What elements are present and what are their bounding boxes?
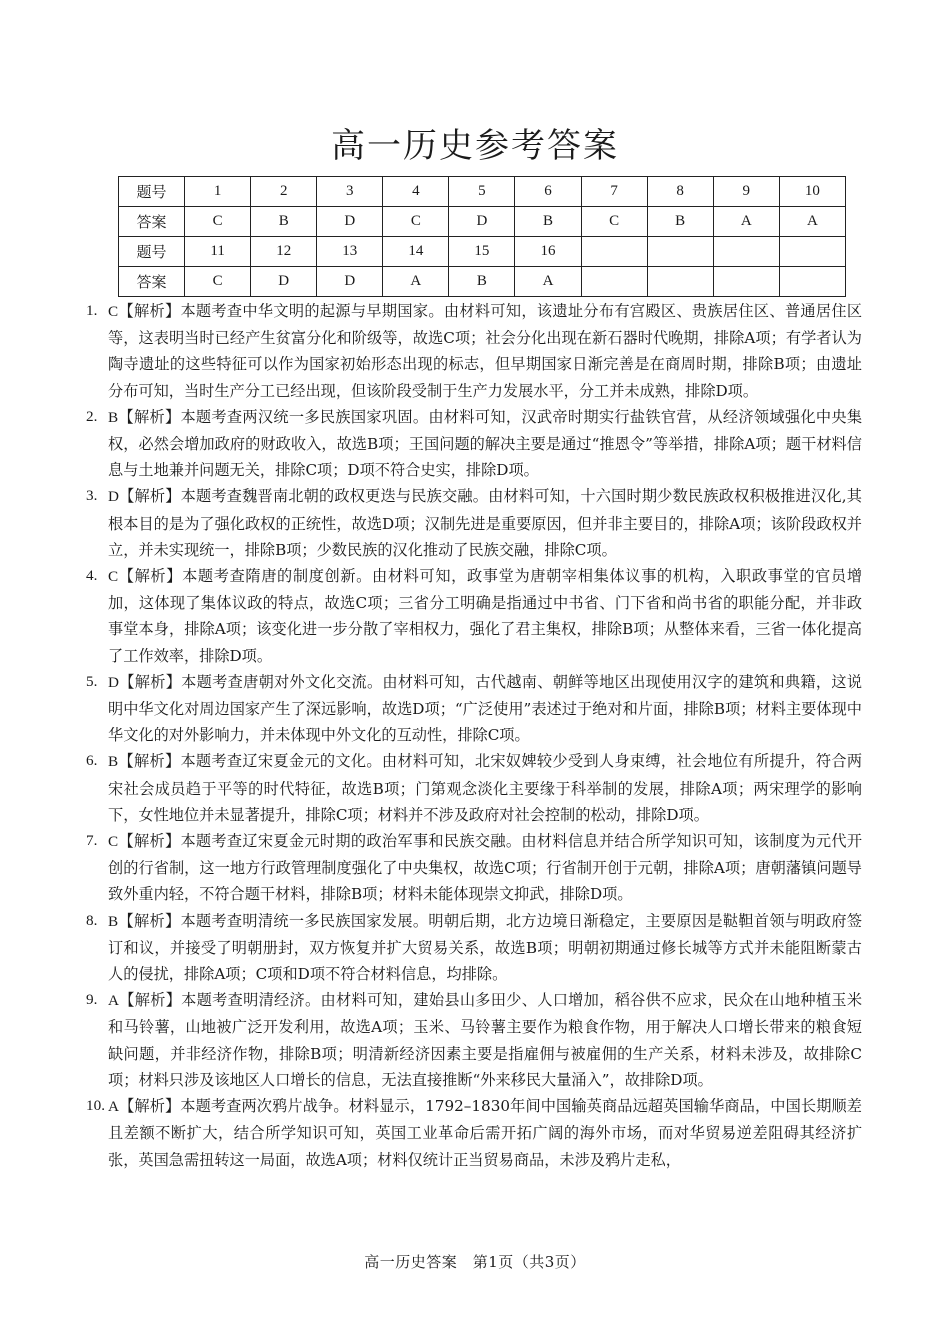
answer-row-cell: A — [515, 267, 581, 297]
explanation-text: 【解析】本题考查中华文明的起源与早期国家。由材料可知，该遗址分布有宫殿区、贵族居住区、普通居住区等，这表明当时已经产生贫富分化和阶级等，故选C项；社会分化出现在新石器时代晚期，排除A项；有学者认为陶寺遗址的这些特征可以作为国家初始形态出现的标志，但早期国家日渐完善是在商周时期，排除B项；由遗址分布可知，当时生产分工已经出现，但该阶段受制于生产力发展水平，分工并未成熟，排除D项。 — [108, 302, 862, 400]
answer-row-cell: A — [713, 207, 779, 237]
explanation-item — [86, 298, 862, 404]
answer-row-cell: C — [185, 267, 251, 297]
answer-row-label: 答案 — [119, 267, 185, 297]
question-number-row-cell: 2 — [251, 177, 317, 207]
answer-choice: A — [108, 992, 119, 1010]
explanation-text: 【解析】本题考查辽宋夏金元时期的政治军事和民族交融。由材料信息并结合所学知识可知，该制度为元代开创的行省制，这一地方行政管理制度强化了中央集权，故选C项；行省制开创于元朝，排除A项；唐朝藩镇问题导致外重内轻，不符合题干材料，排除B项；材料未能体现崇文抑武，排除D项。 — [108, 832, 862, 904]
answer-row-cell — [779, 267, 845, 297]
answer-row-cell: D — [317, 267, 383, 297]
answer-row-cell — [713, 267, 779, 297]
answer-row-cell: C — [185, 207, 251, 237]
explanation-item — [86, 908, 862, 988]
question-number: 2. — [86, 407, 98, 425]
question-number-row-cell — [581, 237, 647, 267]
question-number-row-cell: 7 — [581, 177, 647, 207]
question-number-row-cell: 9 — [713, 177, 779, 207]
answer-row-cell: D — [317, 207, 383, 237]
answer-choice: B — [108, 912, 119, 930]
answer-explanations — [86, 298, 862, 1173]
question-number-row-cell: 16 — [515, 237, 581, 267]
question-number-row-cell: 13 — [317, 237, 383, 267]
answer-row-cell: B — [449, 267, 515, 297]
explanation-item — [86, 404, 862, 484]
answer-row-cell: B — [515, 207, 581, 237]
question-number-row-cell — [779, 237, 845, 267]
question-number-row — [119, 237, 846, 267]
explanation-text: 【解析】本题考查两次鸦片战争。材料显示，1792–1830年间中国输英商品远超英国输华商品，中国长期顺差且差额不断扩大，结合所学知识可知，英国工业革命后需开拓广阔的海外市场，而对华贸易逆差阻碍其经济扩张，英国急需扭转这一局面，故选A项；材料仅统计正当贸易商品，未涉及鸦片走私， — [108, 1097, 862, 1169]
explanation-text: 【解析】本题考查两汉统一多民族国家巩固。由材料可知，汉武帝时期实行盐铁官营，从经济领域强化中央集权，必然会增加政府的财政收入，故选B项；王国问题的解决主要是通过“推恩令”等举措，排除A项；题干材料信息与土地兼并问题无关，排除C项；D项不符合史实，排除D项。 — [108, 407, 862, 480]
answer-choice: B — [108, 753, 119, 771]
explanation-text: 【解析】本题考查魏晋南北朝的政权更迭与民族交融。由材料可知，十六国时期少数民族政权积极推进汉化,其根本目的是为了强化政权的正统性，故选D项；汉制先进是重要原因，但并非主要目的，排除A项；该阶段政权并立，并未实现统一，排除B项；少数民族的汉化推动了民族交融，排除C项。 — [108, 487, 862, 559]
answer-table — [118, 176, 846, 297]
question-number-row-cell: 10 — [779, 177, 845, 207]
explanation-item — [86, 828, 862, 908]
explanation-item — [86, 987, 862, 1093]
answer-row — [119, 267, 846, 297]
question-number-row-cell: 4 — [383, 177, 449, 207]
answer-row-cell: C — [581, 207, 647, 237]
answer-row — [119, 207, 846, 237]
question-number: 5. — [86, 672, 98, 690]
answer-row-cell — [647, 267, 713, 297]
question-number-row — [119, 177, 846, 207]
explanation-text: 【解析】本题考查辽宋夏金元的文化。由材料可知，北宋奴婢较少受到人身束缚，社会地位有所提升，符合两宋社会成员趋于平等的时代特征，故选B项；门第观念淡化主要缘于科举制的发展，排除A项；两宋理学的影响下，女性地位并未显著提升，排除C项；材料并不涉及政府对社会控制的松动，排除D项。 — [108, 752, 862, 824]
question-number-row-cell — [713, 237, 779, 267]
question-number-row-cell: 3 — [317, 177, 383, 207]
question-number: 10. — [86, 1097, 105, 1115]
answer-choice: C — [108, 568, 119, 586]
answer-row-cell — [581, 267, 647, 297]
question-number-row-cell — [647, 237, 713, 267]
answer-row-cell: A — [383, 267, 449, 297]
explanation-item — [86, 669, 862, 749]
answer-choice: D — [108, 673, 119, 691]
question-number: 3. — [86, 487, 98, 505]
question-number-row-label: 题号 — [119, 237, 185, 267]
question-number: 6. — [86, 752, 98, 770]
explanation-text: 【解析】本题考查明清经济。由材料可知，建始县山多田少、人口增加，稻谷供不应求，民众在山地种植玉米和马铃薯，山地被广泛开发利用，故选A项；玉米、马铃薯主要作为粮食作物，用于解决人口增长带来的粮食短缺问题，并非经济作物，排除B项；明清新经济因素主要是指雇佣与被雇佣的生产关系，材料未涉及，故排除C项；材料只涉及该地区人口增长的信息，无法直接推断“外来移民大量涌入”，故排除D项。 — [108, 991, 862, 1089]
question-number-row-cell: 12 — [251, 237, 317, 267]
explanation-item — [86, 1093, 862, 1173]
answer-choice: A — [108, 1098, 119, 1116]
question-number: 1. — [86, 302, 98, 319]
question-number-row-cell: 5 — [449, 177, 515, 207]
answer-row-cell: D — [449, 207, 515, 237]
answer-row-cell: D — [251, 267, 317, 297]
explanation-item — [86, 748, 862, 828]
question-number-row-cell: 15 — [449, 237, 515, 267]
question-number-row-cell: 11 — [185, 237, 251, 267]
question-number: 9. — [86, 991, 98, 1009]
answer-choice: D — [108, 488, 119, 506]
explanation-item — [86, 563, 862, 669]
question-number: 4. — [86, 567, 98, 585]
explanation-text: 【解析】本题考查隋唐的制度创新。由材料可知，政事堂为唐朝宰相集体议事的机构，入职政事堂的官员增加，这体现了集体议政的特点，故选C项；三省分工明确是指通过中书省、门下省和尚书省的职能分配，并非政事堂本身，排除A项；该变化进一步分散了宰相权力，强化了君主集权，排除B项；从整体来看，三省一体化提高了工作效率，排除D项。 — [108, 567, 862, 665]
answer-choice: C — [108, 833, 119, 851]
question-number: 8. — [86, 911, 98, 929]
explanation-text: 【解析】本题考查明清统一多民族国家发展。明朝后期，北方边境日渐稳定，主要原因是鞑靼首领与明政府签订和议，并接受了明朝册封，双方恢复并扩大贸易关系，故选B项；明朝初期通过修长城等方式并未能阻断蒙古人的侵扰，排除A项；C项和D项不符合材料信息，均排除。 — [108, 911, 862, 984]
question-number-row-cell: 1 — [185, 177, 251, 207]
question-number-row-cell: 8 — [647, 177, 713, 207]
question-number-row-cell: 6 — [515, 177, 581, 207]
question-number-row-cell: 14 — [383, 237, 449, 267]
answer-row-cell: B — [251, 207, 317, 237]
answer-row-cell: C — [383, 207, 449, 237]
page-footer: 高一历史答案 第1页（共3页） — [364, 1253, 586, 1271]
question-number: 7. — [86, 832, 98, 850]
answer-choice: C — [108, 303, 119, 320]
question-number-row-label: 题号 — [119, 177, 185, 207]
explanation-item — [86, 483, 862, 563]
answer-row-cell: B — [647, 207, 713, 237]
explanation-text: 【解析】本题考查唐朝对外文化交流。由材料可知，古代越南、朝鲜等地区出现使用汉字的建筑和典籍，这说明中华文化对周边国家产生了深远影响，故选D项；“广泛使用”表述过于绝对和片面，排除B项；材料主要体现中华文化的对外影响力，并未体现中外文化的互动性，排除C项。 — [108, 672, 862, 745]
answer-row-cell: A — [779, 207, 845, 237]
answer-row-label: 答案 — [119, 207, 185, 237]
page-title: 高一历史参考答案 — [331, 126, 619, 166]
answer-choice: B — [108, 408, 119, 426]
